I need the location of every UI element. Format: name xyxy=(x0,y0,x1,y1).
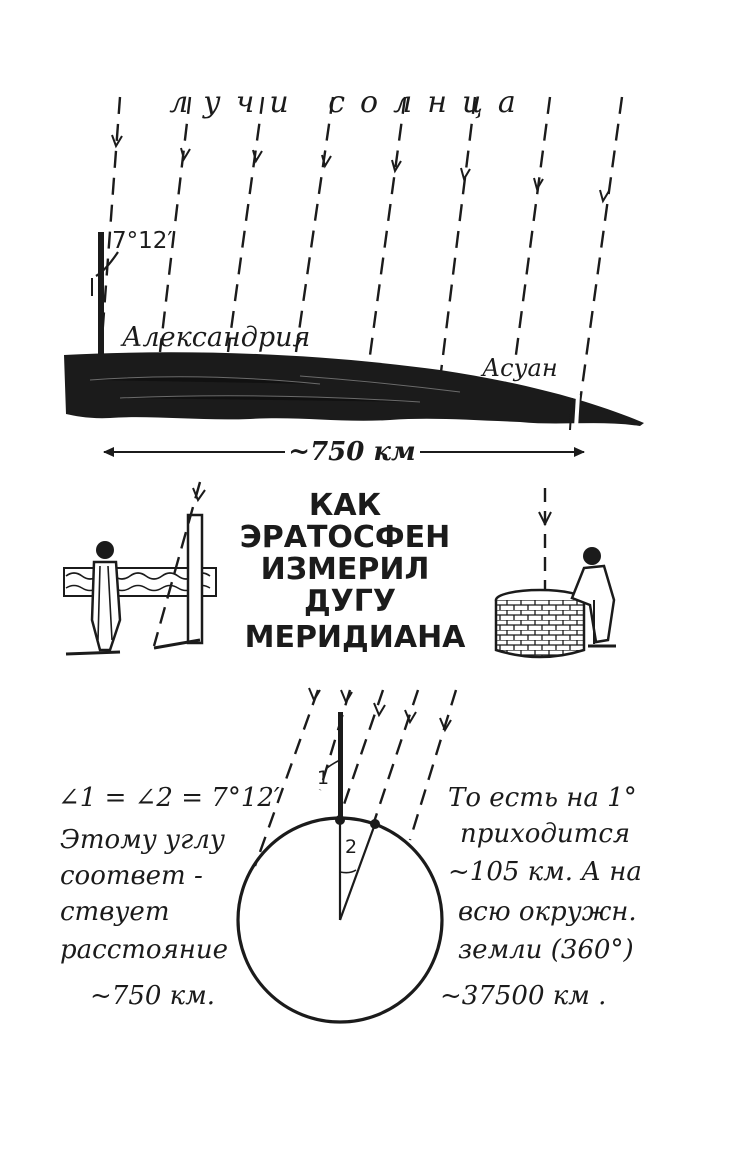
right-note xyxy=(440,783,642,1011)
left-note-line-2: Этому углу xyxy=(60,825,225,855)
bottom-section xyxy=(238,688,456,1022)
circle-ray-4 xyxy=(410,690,456,840)
ray-arrowhead-icon xyxy=(309,688,320,700)
right-note-line-5: земли (360°) xyxy=(458,935,634,965)
angle-2-arc xyxy=(340,870,356,873)
left-note-line-1: ∠1 = ∠2 = 7°12′ xyxy=(58,783,280,813)
left-note xyxy=(58,783,280,1011)
circle-gnomon xyxy=(338,712,343,820)
right-note-line-2: приходится xyxy=(460,819,631,849)
left-note-line-4: ствует xyxy=(60,897,170,927)
title-line-3: ИЗМЕРИЛ xyxy=(260,552,430,587)
city-label-aswan: Асуан xyxy=(482,354,558,382)
title-line-5: МЕРИДИАНА xyxy=(244,620,466,655)
angle-2-label: 2 xyxy=(345,836,358,858)
left-note-line-3: соответ - xyxy=(60,861,203,891)
sun-ray-3 xyxy=(228,97,263,352)
title-line-2: ЭРАТОСФЕН xyxy=(239,520,451,555)
aswan-marker xyxy=(576,395,578,428)
man-figure-left xyxy=(66,541,120,654)
sun-ray-5 xyxy=(368,97,405,370)
sun-ray-6 xyxy=(440,97,475,380)
title-line-1: КАК xyxy=(308,488,382,523)
circle-ray-arrowheads xyxy=(309,688,451,730)
city-label-alexandria: Александрия xyxy=(122,322,311,353)
ray-arrowheads xyxy=(112,135,609,201)
ray-arrowhead-icon xyxy=(374,703,385,715)
right-note-line-6: ~37500 км . xyxy=(440,981,607,1011)
right-note-line-1: То есть на 1° xyxy=(448,783,637,813)
title-line-4: ДУГУ xyxy=(303,584,397,619)
alexandria-gnomon xyxy=(98,232,104,356)
distance-label: ~750 км xyxy=(288,437,416,467)
angle-label: 7°12′ xyxy=(112,228,173,254)
well-body xyxy=(496,600,584,657)
circle-ray-3 xyxy=(374,690,418,822)
alexandria-scene xyxy=(64,482,216,654)
ray-arrowhead-icon xyxy=(600,190,609,201)
ray-arrowhead-icon xyxy=(461,168,470,179)
circle-ray-1 xyxy=(255,690,318,866)
top-section xyxy=(64,85,644,467)
alexandria-pole xyxy=(188,515,202,643)
right-note-line-3: ~105 км. А на xyxy=(448,857,642,887)
left-note-line-5: расстояние xyxy=(60,935,229,965)
sun-ray-8 xyxy=(580,97,622,402)
left-note-line-6: ~750 км. xyxy=(90,981,216,1011)
angle-1-label: 1 xyxy=(317,767,330,789)
right-note-line-4: всю окружн. xyxy=(458,897,637,927)
aswan-scene xyxy=(496,488,616,657)
sun-ray-7 xyxy=(515,97,550,362)
sun-ray-2 xyxy=(160,97,190,352)
sun-rays-label: лучи солнца xyxy=(169,85,531,120)
middle-section xyxy=(64,482,616,657)
sun-ray-4 xyxy=(296,97,333,352)
